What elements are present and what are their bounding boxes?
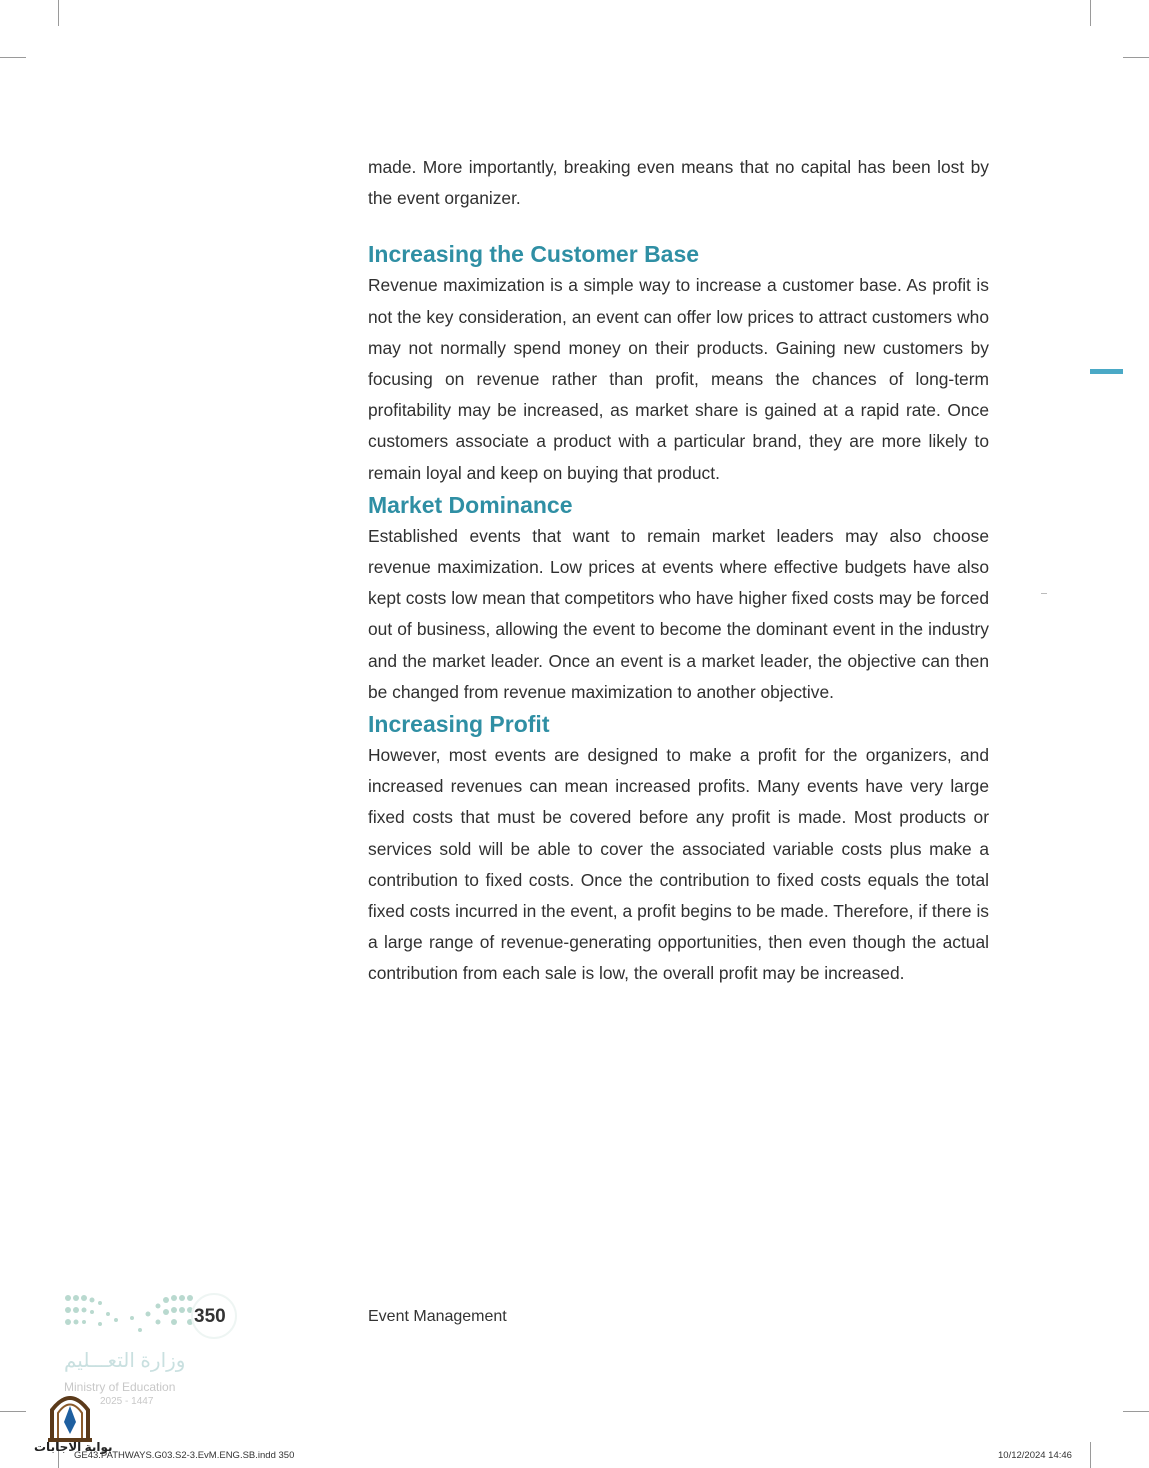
slug-date: 10/12/2024 14:46 (998, 1450, 1072, 1461)
intro-paragraph: made. More importantly, breaking even means that no capital has been lost by the event organizer. (368, 157, 989, 209)
crop-mark (1123, 57, 1149, 58)
heading-market-dominance: Market Dominance (368, 491, 573, 518)
crop-mark (1090, 1442, 1091, 1468)
crop-mark (58, 0, 59, 26)
crop-mark (1123, 1411, 1149, 1412)
ministry-english-name: Ministry of Education (64, 1380, 176, 1394)
paragraph-increasing-profit: However, most events are designed to make a profit for the organizers, and increased revenues can mean increased profits. Many events have very large fixed costs that must be covered before any profit is made. Most products or services sold will be able to cover the associated variable costs plus make a contribution to fixed costs. Once the contribution to fixed costs equals the total fixed costs incurred in the event, a profit begins to be made. Therefore, if there is a large range of revenue-generating opportunities, then even though the actual contribution from each sale is low, the overall profit may be increased. (368, 745, 989, 984)
edition-year: 2025 - 1447 (100, 1396, 154, 1407)
margin-dash (1041, 593, 1047, 594)
section-tab-marker (1090, 369, 1123, 374)
crop-mark (1090, 0, 1091, 26)
ministry-arabic-name: وزارة التعـــليم (64, 1350, 186, 1372)
page-body (368, 152, 989, 990)
site-name: بوابة الاجابات (34, 1440, 113, 1454)
slug-file-info: GE43.PATHWAYS.G03.S2-3.EvM.ENG.SB.indd 350 (74, 1450, 295, 1461)
page-number: 350 (194, 1306, 226, 1327)
paragraph-customer-base: Revenue maximization is a simple way to increase a customer base. As profit is not the key consideration, an event can offer low prices to attract customers who may not normally spend money on their products. Gaining new customers by focusing on revenue rather than profit, means the chances of long-term profitability may be increased, as market share is gained at a rapid rate. Once customers associate a product with a particular brand, they are more likely to remain loyal and keep on buying that product. (368, 275, 989, 483)
paragraph-market-dominance: Established events that want to remain market leaders may also choose revenue maximization. Low prices at events where effective budgets have also kept costs low mean that competitors who have higher fixed costs may be forced out of business, allowing the event to become the dominant event in the industry and the market leader. Once an event is a market leader, the objective can then be changed from revenue maximization to another objective. (368, 525, 989, 702)
crop-mark (0, 1411, 26, 1412)
heading-customer-base: Increasing the Customer Base (368, 241, 700, 268)
site-logo-icon (40, 1388, 100, 1444)
heading-increasing-profit: Increasing Profit (368, 711, 550, 738)
book-title: Event Management (368, 1308, 507, 1325)
crop-mark (0, 57, 26, 58)
